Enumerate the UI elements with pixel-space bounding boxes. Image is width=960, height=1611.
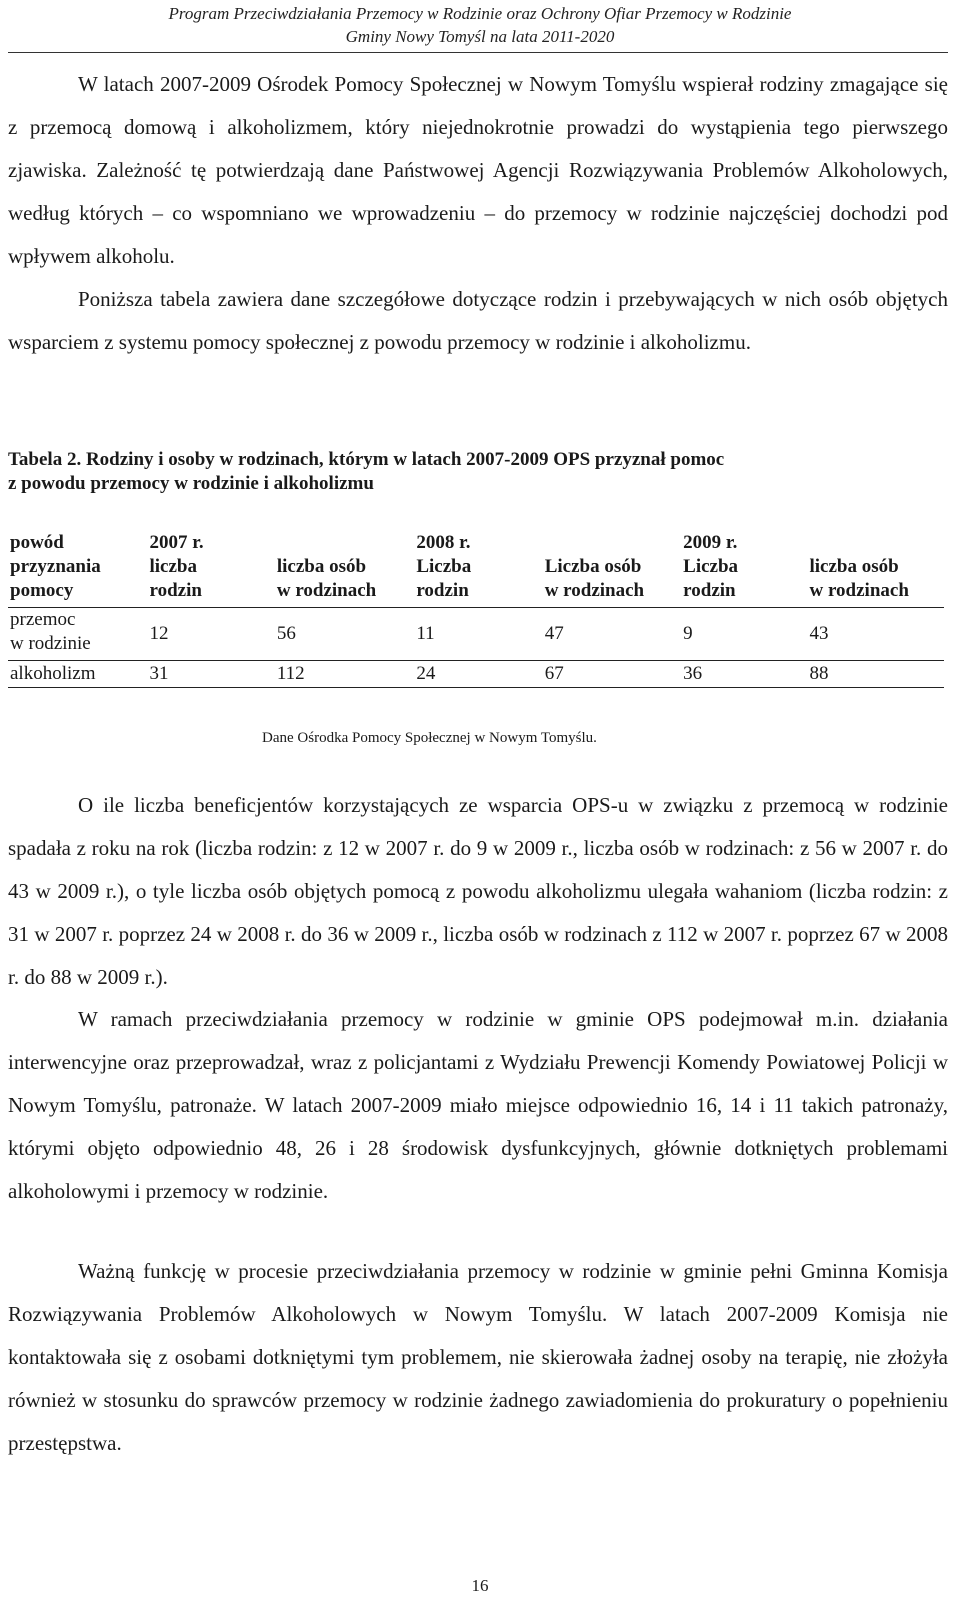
- page-number: 16: [471, 1576, 489, 1595]
- table-caption-line2: z powodu przemocy w rodzinie i alkoholizmu: [8, 473, 374, 494]
- running-header-line1: Program Przeciwdziałania Przemocy w Rodzinie oraz Ochrony Ofiar Przemocy w Rodzinie: [168, 4, 792, 23]
- table-row: [8, 661, 944, 688]
- table-cell: 31: [147, 661, 274, 688]
- corner-label-line: powód: [10, 532, 64, 553]
- paragraph-2-text: Poniższa tabela zawiera dane szczegółowe dotyczące rodzin i przebywających w nich osób objętych wsparciem z systemu pomocy społecznej z powodu przemocy w rodzinie i alkoholizmu.: [8, 287, 948, 354]
- column-header-line: liczba osób: [276, 556, 367, 577]
- column-header-line: liczba: [149, 556, 197, 577]
- paragraph-2: [8, 278, 948, 364]
- table-cell: 56: [275, 608, 414, 661]
- column-header-line: w rodzinach: [544, 580, 645, 601]
- row-label-line: w rodzinie: [10, 633, 91, 654]
- year-header: 2008 r.: [416, 532, 471, 553]
- column-header: [275, 555, 414, 608]
- table-cell: 112: [275, 661, 414, 688]
- paragraph-5-text: Ważną funkcję w procesie przeciwdziałania przemocy w rodzinie w gminie pełni Gminna Komisja Rozwiązywania Problemów Alkoholowych w Nowym Tomyślu. W latach 2007-2009 Komisja nie kontaktowała się z osobami dotkniętymi tym problemem, nie skierowała żadnej osoby na terapię, nie złożyła również w stosunku do sprawców przemocy w rodzinie żadnego zawiadomienia do prokuratury o popełnieniu przestępstwa.: [8, 1259, 948, 1455]
- paragraph-5: [8, 1250, 948, 1465]
- column-header: [808, 555, 945, 608]
- table-row: [8, 608, 944, 661]
- table-cell: 36: [681, 661, 807, 688]
- table-cell: 43: [808, 608, 945, 661]
- row-label: alkoholizm: [8, 661, 147, 688]
- running-header-line2: Gminy Nowy Tomyśl na lata 2011-2020: [345, 27, 615, 46]
- table-cell: 67: [543, 661, 681, 688]
- year-header: 2007 r.: [149, 532, 204, 553]
- year-header: 2009 r.: [683, 532, 738, 553]
- data-table: [8, 530, 944, 688]
- column-header-line: liczba osób: [809, 556, 899, 577]
- column-header-line: Liczba: [683, 556, 739, 577]
- column-header: [414, 555, 542, 608]
- corner-label-line: przyznania: [10, 556, 101, 577]
- column-header-line: rodzin: [683, 580, 736, 601]
- row-label-line: przemoc: [10, 609, 76, 630]
- column-header-line: w rodzinach: [809, 580, 909, 601]
- table-caption-line1: Tabela 2. Rodziny i osoby w rodzinach, którym w latach 2007-2009 OPS przyznał pomoc: [8, 449, 725, 470]
- table-source-note: Dane Ośrodka Pomocy Społecznej w Nowym Tomyślu.: [262, 730, 597, 746]
- table-caption: [8, 448, 948, 496]
- table-header-columns: [8, 555, 944, 608]
- running-header: [0, 2, 960, 48]
- paragraph-1: [8, 63, 948, 278]
- table-header-years: [8, 530, 944, 555]
- column-header-line: Liczba osób: [544, 556, 642, 577]
- table-cell: 9: [681, 608, 807, 661]
- table-cell: 11: [414, 608, 542, 661]
- column-header: [543, 555, 681, 608]
- column-header-line: rodzin: [149, 580, 202, 601]
- paragraph-1-text: W latach 2007-2009 Ośrodek Pomocy Społecznej w Nowym Tomyślu wspierał rodziny zmagające się z przemocą domową i alkoholizmem, który niejednokrotnie prowadzi do wystąpienia tego pierwszego zjawiska. Zależność tę potwierdzają dane Państwowej Agencji Rozwiązywania Problemów Alkoholowych, według których – co wspomniano we wprowadzeniu – do przemocy w rodzinie najczęściej dochodzi pod wpływem alkoholu.: [8, 72, 948, 268]
- paragraph-4-text: W ramach przeciwdziałania przemocy w rodzinie w gminie OPS podejmował m.in. działania interwencyjne oraz przeprowadzał, wraz z policjantami z Wydziału Prewencji Komendy Powiatowej Policji w Nowym Tomyślu, patronaże. W latach 2007-2009 miało miejsce odpowiednio 16, 14 i 11 takich patronaży, którymi objęto odpowiednio 48, 26 i 28 środowisk dysfunkcyjnych, głównie dotkniętych problemami alkoholowymi i przemocy w rodzinie.: [8, 1007, 948, 1203]
- table-cell: 12: [147, 608, 274, 661]
- corner-label-line: pomocy: [10, 580, 74, 601]
- paragraph-3: [8, 784, 948, 999]
- row-label: [8, 608, 147, 661]
- corner-label: [8, 530, 147, 608]
- column-header-line: w rodzinach: [276, 580, 377, 601]
- table-cell: 47: [543, 608, 681, 661]
- header-rule: [8, 52, 948, 53]
- column-header: [147, 555, 274, 608]
- column-header-line: Liczba: [416, 556, 472, 577]
- paragraph-3-text: O ile liczba beneficjentów korzystających ze wsparcia OPS-u w związku z przemocą w rodzinie spadała z roku na rok (liczba rodzin: z 12 w 2007 r. do 9 w 2009 r., liczba osób w rodzinach: z 56 w 2007 r. do 43 w 2009 r.), o tyle liczba osób objętych pomocą z powodu alkoholizmu ulegała wahaniom (liczba rodzin: z 31 w 2007 r. poprzez 24 w 2008 r. do 36 w 2009 r., liczba osób w rodzinach z 112 w 2007 r. poprzez 67 w 2008 r. do 88 w 2009 r.).: [8, 793, 948, 989]
- column-header: [681, 555, 807, 608]
- table-cell: 24: [414, 661, 542, 688]
- paragraph-4: [8, 998, 948, 1213]
- table-cell: 88: [808, 661, 945, 688]
- column-header-line: rodzin: [416, 580, 469, 601]
